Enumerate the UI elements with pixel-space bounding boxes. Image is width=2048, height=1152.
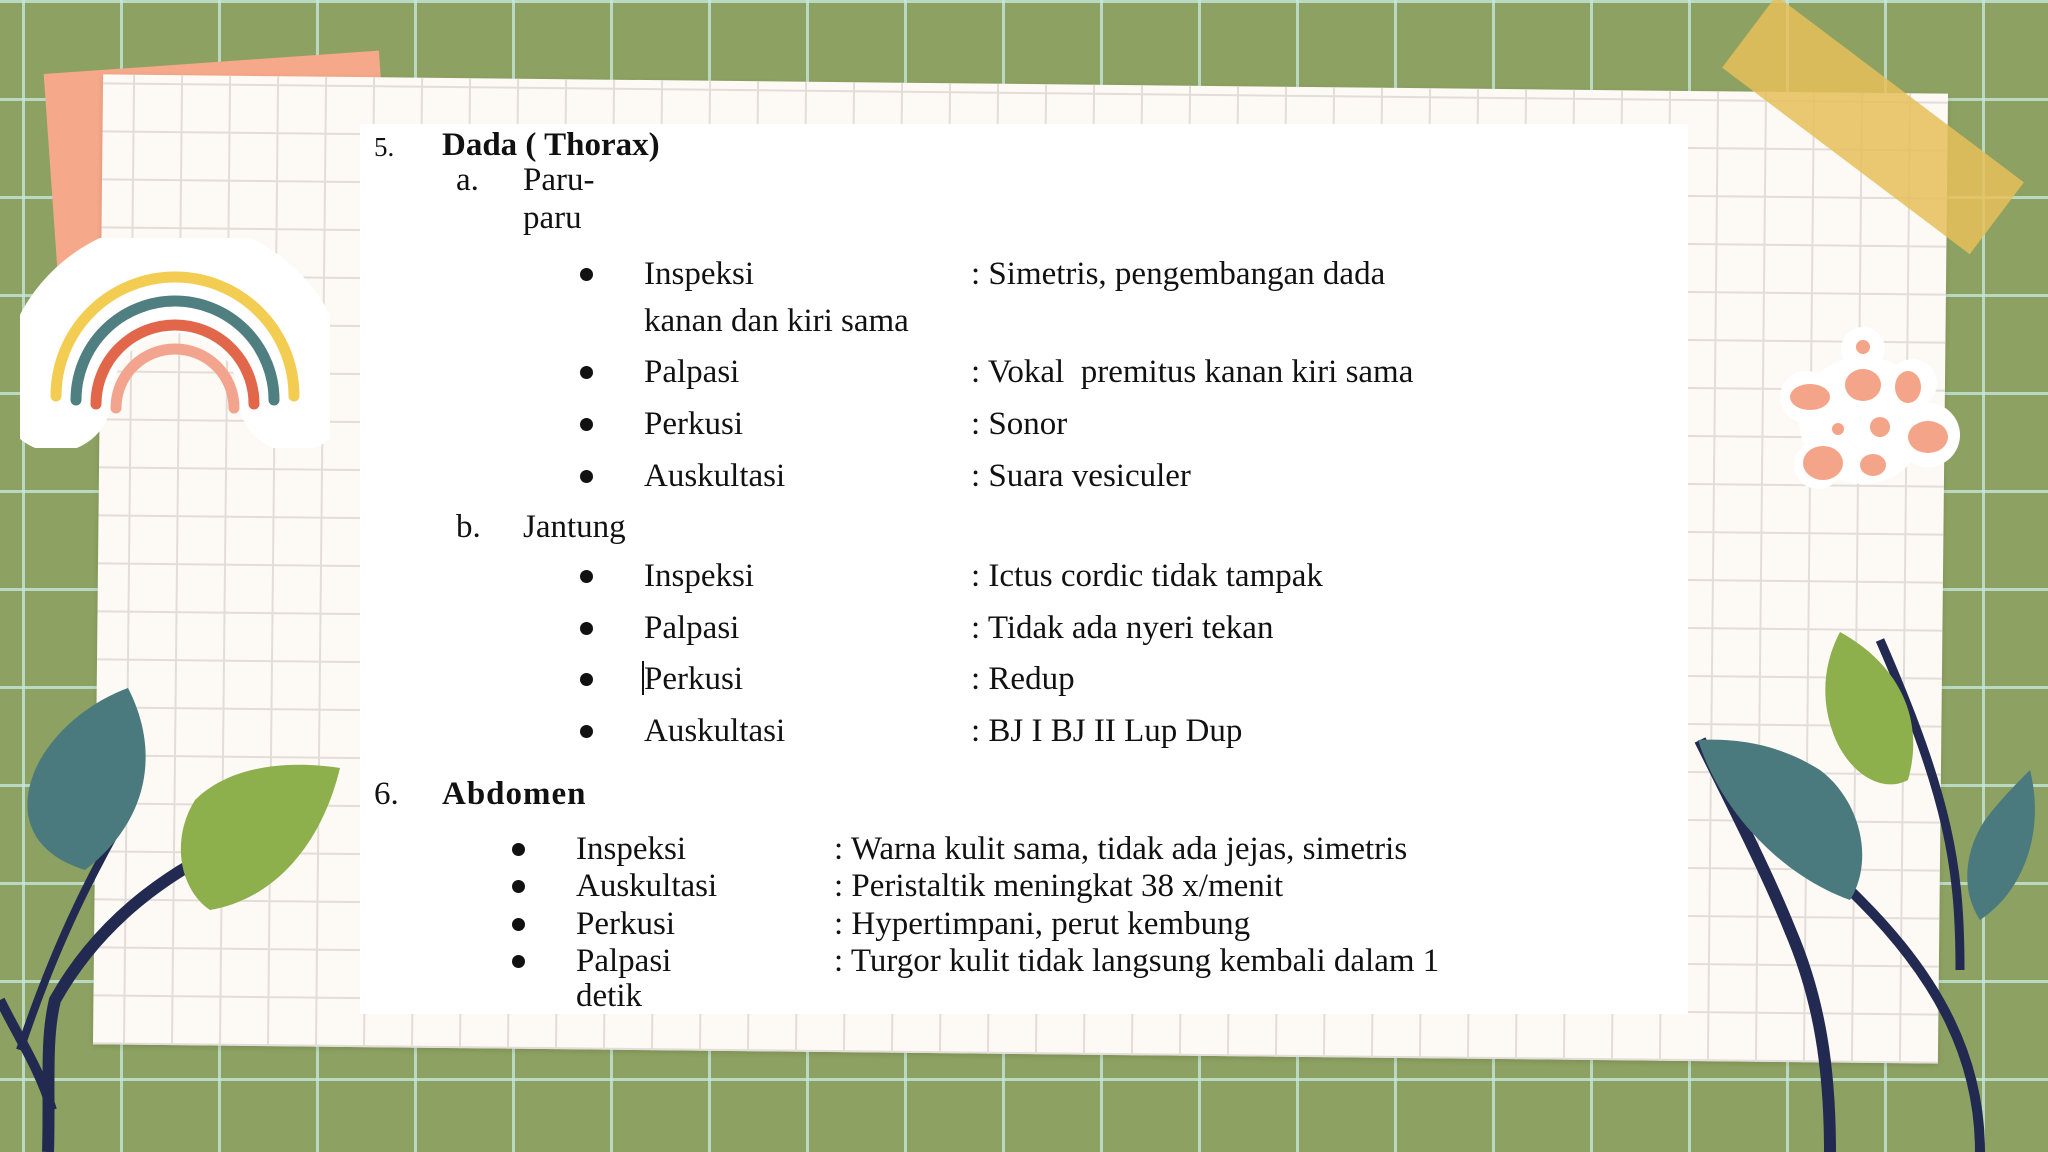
exam-value: : Tidak ada nyeri tekan	[971, 610, 1274, 646]
exam-value: : Sonor	[971, 406, 1068, 442]
exam-value-continuation: detik	[576, 978, 642, 1014]
subsection-title: Paru-	[523, 162, 595, 198]
exam-label: Auskultasi	[644, 458, 786, 494]
section-number: 5.	[374, 132, 395, 162]
exam-label: Inspeksi	[644, 256, 754, 292]
subsection-title-continuation: paru	[523, 200, 582, 236]
document-page	[360, 124, 1688, 1014]
bullet-icon	[512, 843, 525, 856]
section-number: 6.	[374, 776, 399, 812]
exam-label: Palpasi	[644, 610, 740, 646]
exam-value: : Suara vesiculer	[971, 458, 1191, 494]
subsection-letter: a.	[456, 162, 479, 198]
exam-label: Perkusi	[576, 906, 675, 942]
flower-sticker	[1768, 325, 1973, 510]
bullet-icon	[512, 918, 525, 931]
section-title: Dada ( Thorax)	[442, 127, 660, 163]
subsection-title: Jantung	[523, 509, 626, 545]
subsection-letter: b.	[456, 509, 481, 545]
exam-value: : Turgor kulit tidak langsung kembali dalam 1	[834, 943, 1440, 979]
exam-value: : Ictus cordic tidak tampak	[971, 558, 1323, 594]
bullet-icon	[580, 725, 593, 738]
leaf-plant-left	[0, 670, 360, 1152]
exam-value: : Simetris, pengembangan dada	[971, 256, 1386, 292]
bullet-icon	[580, 366, 593, 379]
exam-label: Palpasi	[576, 943, 672, 979]
bullet-icon	[580, 470, 593, 483]
exam-value: : Warna kulit sama, tidak ada jejas, simetris	[834, 831, 1408, 867]
exam-value: : Hypertimpani, perut kembung	[834, 906, 1251, 942]
rainbow-sticker	[20, 238, 330, 448]
bullet-icon	[580, 418, 593, 431]
bullet-icon	[512, 880, 525, 893]
leaf-plant-right	[1680, 620, 2048, 1152]
exam-label: Auskultasi	[576, 868, 718, 904]
exam-value-continuation: kanan dan kiri sama	[644, 303, 909, 339]
exam-value: : BJ I BJ II Lup Dup	[971, 713, 1243, 749]
exam-label: Palpasi	[644, 354, 740, 390]
bullet-icon	[580, 268, 593, 281]
exam-value: : Vokal premitus kanan kiri sama	[971, 354, 1414, 390]
exam-label: Inspeksi	[576, 831, 686, 867]
section-title: Abdomen	[442, 776, 587, 812]
exam-label: Perkusi	[644, 661, 743, 697]
bullet-icon	[580, 673, 593, 686]
exam-label: Perkusi	[644, 406, 743, 442]
exam-label: Inspeksi	[644, 558, 754, 594]
bullet-icon	[580, 622, 593, 635]
exam-label: Auskultasi	[644, 713, 786, 749]
exam-value: : Peristaltik meningkat 38 x/menit	[834, 868, 1284, 904]
exam-value: : Redup	[971, 661, 1075, 697]
bullet-icon	[512, 955, 525, 968]
bullet-icon	[580, 570, 593, 583]
